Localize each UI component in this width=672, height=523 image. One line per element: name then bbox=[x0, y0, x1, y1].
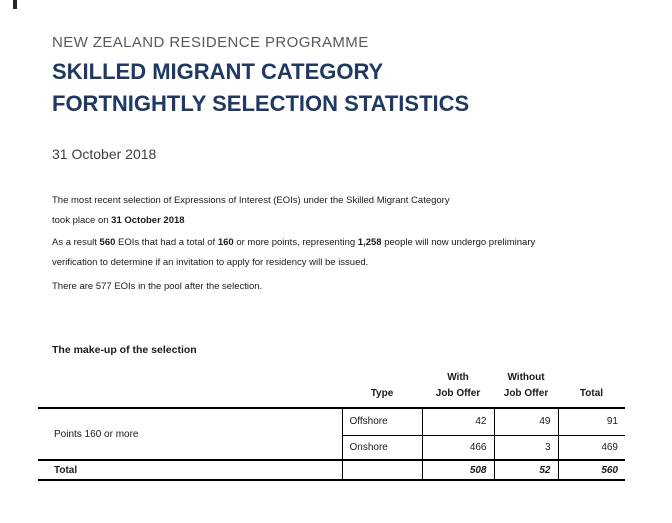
cell-points-label: Points 160 or more bbox=[38, 408, 342, 460]
cell-onshore-total: 469 bbox=[558, 435, 625, 460]
table-header-row bbox=[38, 362, 625, 408]
page-corner-mark bbox=[13, 0, 17, 9]
cell-total-total: 560 bbox=[558, 460, 625, 480]
cell-type-onshore: Onshore bbox=[342, 435, 422, 460]
page-title bbox=[52, 56, 469, 120]
cell-onshore-without: 3 bbox=[494, 435, 558, 460]
header-cell-type: Type bbox=[342, 362, 422, 408]
paragraph-most-recent-selection: The most recent selection of Expressions of Interest (EOIs) under the Skilled Migrant Category took place on 31 October 2018 bbox=[52, 195, 450, 226]
selection-table bbox=[38, 362, 625, 481]
table-row-offshore bbox=[38, 408, 625, 435]
page-title-line1: SKILLED MIGRANT CATEGORY bbox=[52, 59, 384, 84]
cell-offshore-total: 91 bbox=[558, 408, 625, 435]
cell-type-offshore: Offshore bbox=[342, 408, 422, 435]
cell-offshore-with: 42 bbox=[422, 408, 494, 435]
programme-kicker: NEW ZEALAND RESIDENCE PROGRAMME bbox=[52, 34, 369, 51]
header-cell-total: Total bbox=[558, 362, 625, 408]
selection-date: 31 October 2018 bbox=[52, 146, 157, 162]
cell-total-type-empty bbox=[342, 460, 422, 480]
page-title-line2: FORTNIGHTLY SELECTION STATISTICS bbox=[52, 91, 470, 116]
cell-offshore-without: 49 bbox=[494, 408, 558, 435]
header-cell-with-job-offer: With Job Offer bbox=[422, 362, 494, 408]
header-cell-empty bbox=[38, 362, 342, 408]
selection-table-container bbox=[38, 362, 625, 481]
cell-onshore-with: 466 bbox=[422, 435, 494, 460]
table-heading: The make-up of the selection bbox=[52, 344, 197, 356]
table-row-total bbox=[38, 460, 625, 480]
cell-total-with: 508 bbox=[422, 460, 494, 480]
header-cell-without-job-offer: Without Job Offer bbox=[494, 362, 558, 408]
cell-total-without: 52 bbox=[494, 460, 558, 480]
paragraph-pool-remaining: There are 577 EOIs in the pool after the selection. bbox=[52, 281, 263, 292]
cell-total-label: Total bbox=[38, 460, 342, 480]
paragraph-selection-result: As a result 560 EOIs that had a total of 160 or more points, representing 1,258 people will now undergo preliminary verification to determine if an invitation to apply for residency will be issued. bbox=[52, 237, 536, 268]
